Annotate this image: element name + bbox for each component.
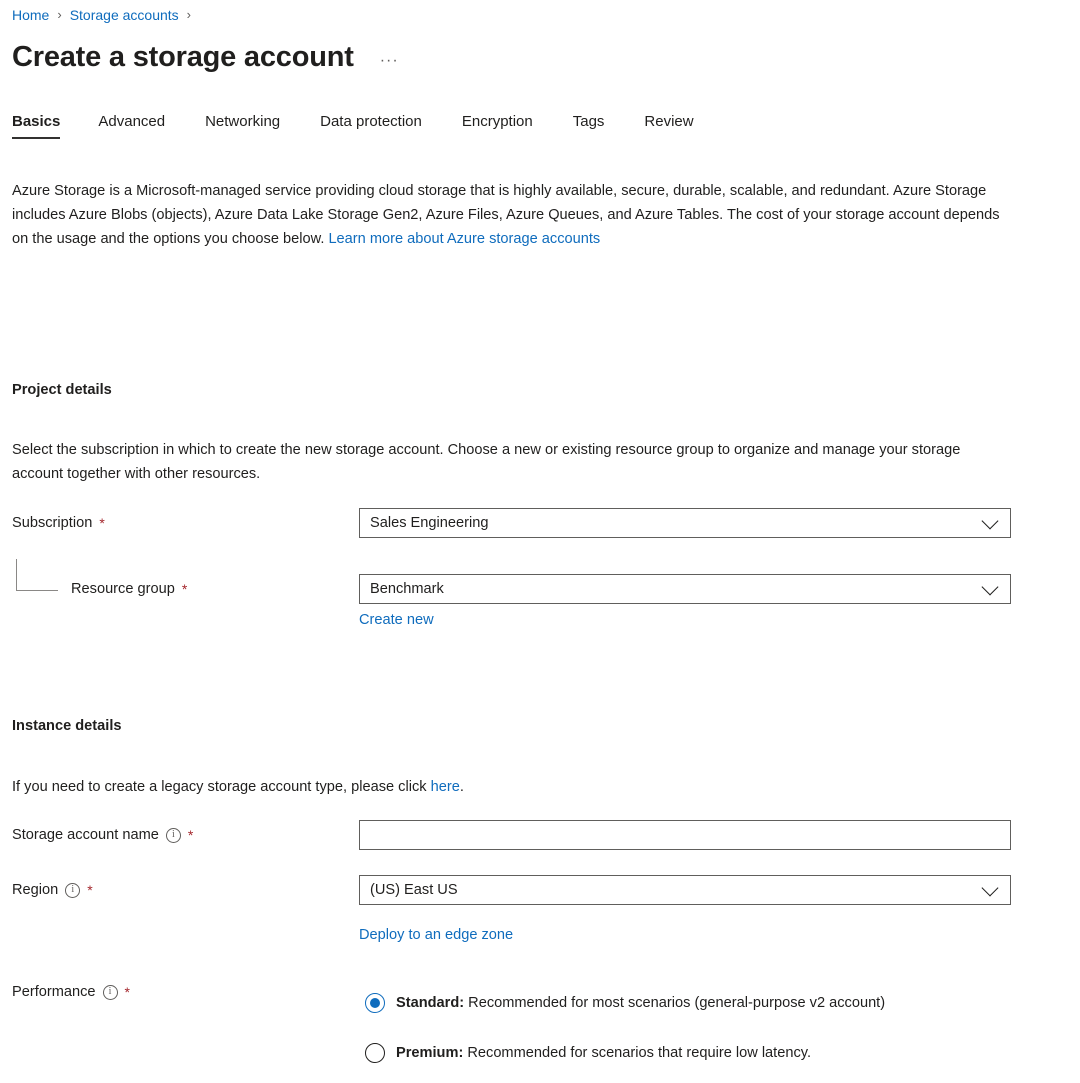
chevron-down-icon bbox=[982, 880, 999, 897]
storage-account-name-row bbox=[12, 820, 1062, 850]
required-asterisk: * bbox=[181, 581, 188, 597]
tab-tags[interactable]: Tags bbox=[572, 112, 605, 130]
more-options-icon[interactable]: ··· bbox=[379, 52, 399, 70]
tab-basics[interactable]: Basics bbox=[12, 113, 78, 139]
required-asterisk: * bbox=[187, 827, 194, 843]
performance-standard-title: Standard: bbox=[396, 995, 465, 1011]
chevron-down-icon bbox=[982, 579, 999, 596]
subscription-row bbox=[12, 508, 1062, 538]
subscription-label: Subscription * bbox=[12, 515, 105, 531]
performance-premium-desc: Recommended for scenarios that require low latency. bbox=[463, 1045, 812, 1061]
tab-networking[interactable]: Networking bbox=[205, 112, 281, 130]
resource-group-control bbox=[359, 574, 1062, 604]
resource-group-label: Resource group * bbox=[71, 581, 188, 597]
radio-standard-icon[interactable] bbox=[365, 993, 385, 1013]
breadcrumb-item-storage-accounts[interactable]: Storage accounts bbox=[69, 6, 179, 23]
tab-review[interactable]: Review bbox=[644, 112, 694, 130]
create-new-resource-group-link-wrap bbox=[359, 611, 434, 629]
performance-option-standard[interactable] bbox=[365, 993, 885, 1013]
subscription-select[interactable] bbox=[359, 508, 1011, 538]
title-row bbox=[12, 40, 1068, 75]
info-icon[interactable]: i bbox=[103, 985, 118, 1000]
required-asterisk: * bbox=[124, 984, 130, 1000]
resource-group-value: Benchmark bbox=[370, 581, 444, 597]
info-icon[interactable]: i bbox=[65, 883, 80, 898]
region-select[interactable] bbox=[359, 875, 1011, 905]
tab-advanced[interactable]: Advanced bbox=[98, 112, 166, 130]
storage-account-name-control bbox=[359, 820, 1062, 850]
tab-bar bbox=[12, 105, 1068, 139]
edge-zone-link-wrap bbox=[359, 926, 513, 944]
deploy-edge-zone-link[interactable]: Deploy to an edge zone bbox=[359, 927, 514, 943]
resource-group-row bbox=[12, 574, 1062, 604]
project-details-description: Select the subscription in which to create the new storage account. Choose a new or existing resource group to organize and manage your storage account together with other resources. bbox=[12, 442, 961, 482]
performance-premium-title: Premium: bbox=[396, 1045, 464, 1061]
region-control bbox=[359, 875, 1062, 905]
legacy-note-prefix: If you need to create a legacy storage account type, please click bbox=[12, 779, 431, 795]
breadcrumb bbox=[12, 0, 1068, 24]
legacy-note-suffix: . bbox=[459, 779, 464, 795]
breadcrumb-separator-icon-2: › bbox=[186, 7, 192, 22]
performance-standard-desc: Recommended for most scenarios (general-purpose v2 account) bbox=[464, 995, 886, 1011]
region-value: (US) East US bbox=[370, 882, 458, 898]
project-details-heading: Project details bbox=[12, 382, 112, 398]
tab-encryption[interactable]: Encryption bbox=[461, 112, 533, 130]
info-icon[interactable]: i bbox=[166, 828, 181, 843]
performance-label: Performance i * bbox=[12, 984, 130, 1000]
intro-text: Azure Storage is a Microsoft-managed service providing cloud storage that is highly available, secure, durable, scalable, and redundant. Azure Storage includes Azure Blobs (objects), Azure Data Lake Storage Gen2, Azure Files, Azure Queues, and Azure Tables. The cost of your storage account depends on the usage and the options you choose below. bbox=[12, 182, 1000, 247]
intro-paragraph bbox=[12, 179, 1012, 251]
radio-premium-icon[interactable] bbox=[365, 1043, 385, 1063]
resource-group-select[interactable] bbox=[359, 574, 1011, 604]
performance-option-premium[interactable] bbox=[365, 1043, 811, 1063]
storage-account-name-label: Storage account name i * bbox=[12, 827, 194, 843]
breadcrumb-item-home[interactable]: Home bbox=[12, 6, 50, 23]
create-new-link[interactable]: Create new bbox=[359, 612, 434, 628]
breadcrumb-separator-icon: › bbox=[57, 7, 62, 22]
region-row bbox=[12, 875, 1062, 905]
chevron-down-icon bbox=[982, 513, 999, 530]
performance-premium-text bbox=[396, 1045, 811, 1061]
learn-more-link[interactable]: Learn more about Azure storage accounts bbox=[328, 230, 601, 247]
legacy-note bbox=[12, 775, 1012, 799]
tab-data-protection[interactable]: Data protection bbox=[320, 112, 422, 130]
subscription-value: Sales Engineering bbox=[370, 515, 489, 531]
region-label: Region i * bbox=[12, 882, 93, 898]
performance-standard-text bbox=[396, 995, 885, 1011]
storage-account-name-input[interactable] bbox=[359, 820, 1011, 850]
required-asterisk: * bbox=[87, 882, 93, 898]
subscription-control bbox=[359, 508, 1062, 538]
required-asterisk: * bbox=[99, 515, 105, 531]
page-title: Create a storage account bbox=[12, 41, 354, 73]
instance-details-heading: Instance details bbox=[12, 718, 122, 734]
legacy-here-link[interactable]: here bbox=[430, 779, 460, 795]
